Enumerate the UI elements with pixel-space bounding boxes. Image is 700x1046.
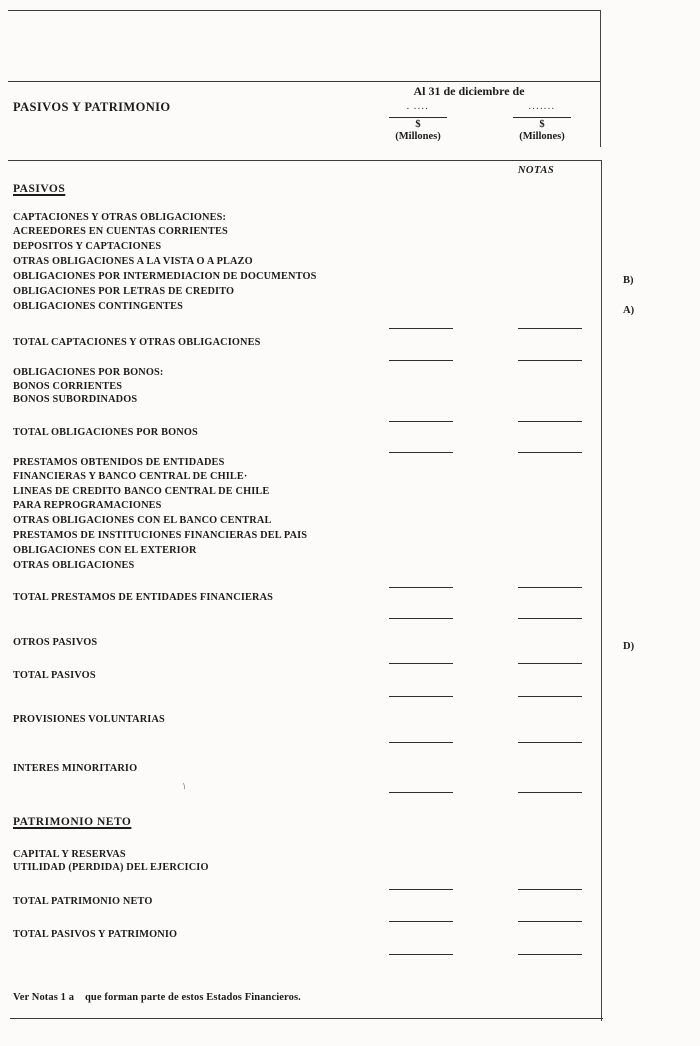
blank-value-line-col1 — [389, 328, 453, 329]
blank-value-line-col1 — [389, 663, 453, 664]
unit-label-1: (Millones) — [395, 131, 441, 142]
row-label: TOTAL PASIVOS Y PATRIMONIO — [13, 929, 178, 940]
blank-value-line-col2 — [518, 618, 582, 619]
blank-value-line-col1 — [389, 452, 453, 453]
header-top-rule — [8, 81, 600, 82]
note-ref: D) — [623, 641, 635, 652]
note-ref: B) — [623, 275, 634, 286]
notes-column-header: NOTAS — [517, 165, 555, 176]
row-label: OTRAS OBLIGACIONES — [13, 560, 135, 571]
row-label: UTILIDAD (PERDIDA) DEL EJERCICIO — [13, 862, 209, 873]
blank-value-line-col2 — [518, 742, 582, 743]
blank-value-line-col2 — [518, 587, 582, 588]
row-label: OTRAS OBLIGACIONES A LA VISTA O A PLAZO — [13, 256, 253, 267]
row-label: PARA REPROGRAMACIONES — [13, 500, 162, 511]
blank-value-line-col2 — [518, 954, 582, 955]
row-label: TOTAL OBLIGACIONES POR BONOS — [13, 427, 198, 438]
blank-value-line-col2 — [518, 696, 582, 697]
row-label: ACREEDORES EN CUENTAS CORRIENTES — [13, 226, 228, 237]
row-label: FINANCIERAS Y BANCO CENTRAL DE CHILE· — [13, 471, 248, 482]
blank-value-line-col1 — [389, 618, 453, 619]
blank-value-line-col1 — [389, 954, 453, 955]
right-border-main-segment — [601, 160, 602, 1021]
row-label: OBLIGACIONES CON EL EXTERIOR — [13, 545, 197, 556]
blank-value-line-col1 — [389, 921, 453, 922]
period-label: Al 31 de diciembre de — [413, 84, 525, 98]
blank-value-line-col1 — [389, 889, 453, 890]
amount-column-header-1 — [374, 106, 462, 143]
blank-value-line-col2 — [518, 921, 582, 922]
row-label: OBLIGACIONES POR BONOS: — [13, 367, 164, 378]
stray-scan-mark: \ — [182, 780, 187, 792]
masked-year-1: · ···· — [406, 105, 430, 113]
footer-note: Ver Notas 1 a que forman parte de estos Estados Financieros. — [13, 992, 301, 1003]
row-label: BONOS CORRIENTES — [13, 381, 123, 392]
row-label: OBLIGACIONES POR LETRAS DE CREDITO — [13, 286, 235, 297]
row-label: PRESTAMOS OBTENIDOS DE ENTIDADES — [13, 457, 225, 468]
row-label: OBLIGACIONES POR INTERMEDIACION DE DOCUMENTOS — [13, 271, 317, 282]
bottom-rule — [10, 1018, 603, 1019]
blank-value-line-col1 — [389, 792, 453, 793]
row-label: CAPITAL Y RESERVAS — [13, 849, 126, 860]
blank-value-line-col1 — [389, 360, 453, 361]
row-label: TOTAL PRESTAMOS DE ENTIDADES FINANCIERAS — [13, 592, 274, 603]
top-rule — [8, 10, 600, 11]
row-label: PRESTAMOS DE INSTITUCIONES FINANCIERAS DEL PAIS — [13, 530, 308, 541]
row-label: LINEAS DE CREDITO BANCO CENTRAL DE CHILE — [13, 486, 270, 497]
blank-value-line-col2 — [518, 792, 582, 793]
row-label: CAPTACIONES Y OTRAS OBLIGACIONES: — [13, 212, 227, 223]
section-heading: PATRIMONIO NETO — [13, 816, 132, 828]
row-label: PROVISIONES VOLUNTARIAS — [13, 714, 165, 725]
masked-year-2: ······· — [528, 105, 556, 113]
row-label: TOTAL PATRIMONIO NETO — [13, 896, 153, 907]
blank-value-line-col1 — [389, 587, 453, 588]
page-title: PASIVOS Y PATRIMONIO — [13, 100, 171, 114]
row-label: TOTAL PASIVOS — [13, 670, 96, 681]
blank-value-line-col1 — [389, 696, 453, 697]
blank-value-line-col1 — [389, 742, 453, 743]
row-label: INTERES MINORITARIO — [13, 763, 138, 774]
blank-value-line-col2 — [518, 452, 582, 453]
section-heading: PASIVOS — [13, 183, 66, 195]
row-label: OTRAS OBLIGACIONES CON EL BANCO CENTRAL — [13, 515, 272, 526]
blank-value-line-col1 — [389, 421, 453, 422]
blank-value-line-col2 — [518, 421, 582, 422]
right-border-top-segment — [600, 10, 601, 147]
row-label: BONOS SUBORDINADOS — [13, 394, 138, 405]
note-ref: A) — [623, 305, 635, 316]
amount-column-header-2 — [498, 106, 586, 143]
blank-value-line-col2 — [518, 360, 582, 361]
currency-symbol-2: $ — [539, 119, 545, 130]
blank-value-line-col2 — [518, 663, 582, 664]
blank-value-line-col2 — [518, 889, 582, 890]
currency-symbol-1: $ — [415, 119, 421, 130]
row-label: DEPOSITOS Y CAPTACIONES — [13, 241, 162, 252]
row-label: OBLIGACIONES CONTINGENTES — [13, 301, 183, 312]
unit-label-2: (Millones) — [519, 131, 565, 142]
row-label: OTROS PASIVOS — [13, 637, 98, 648]
header-bottom-rule — [8, 160, 602, 161]
row-label: TOTAL CAPTACIONES Y OTRAS OBLIGACIONES — [13, 337, 261, 348]
blank-value-line-col2 — [518, 328, 582, 329]
